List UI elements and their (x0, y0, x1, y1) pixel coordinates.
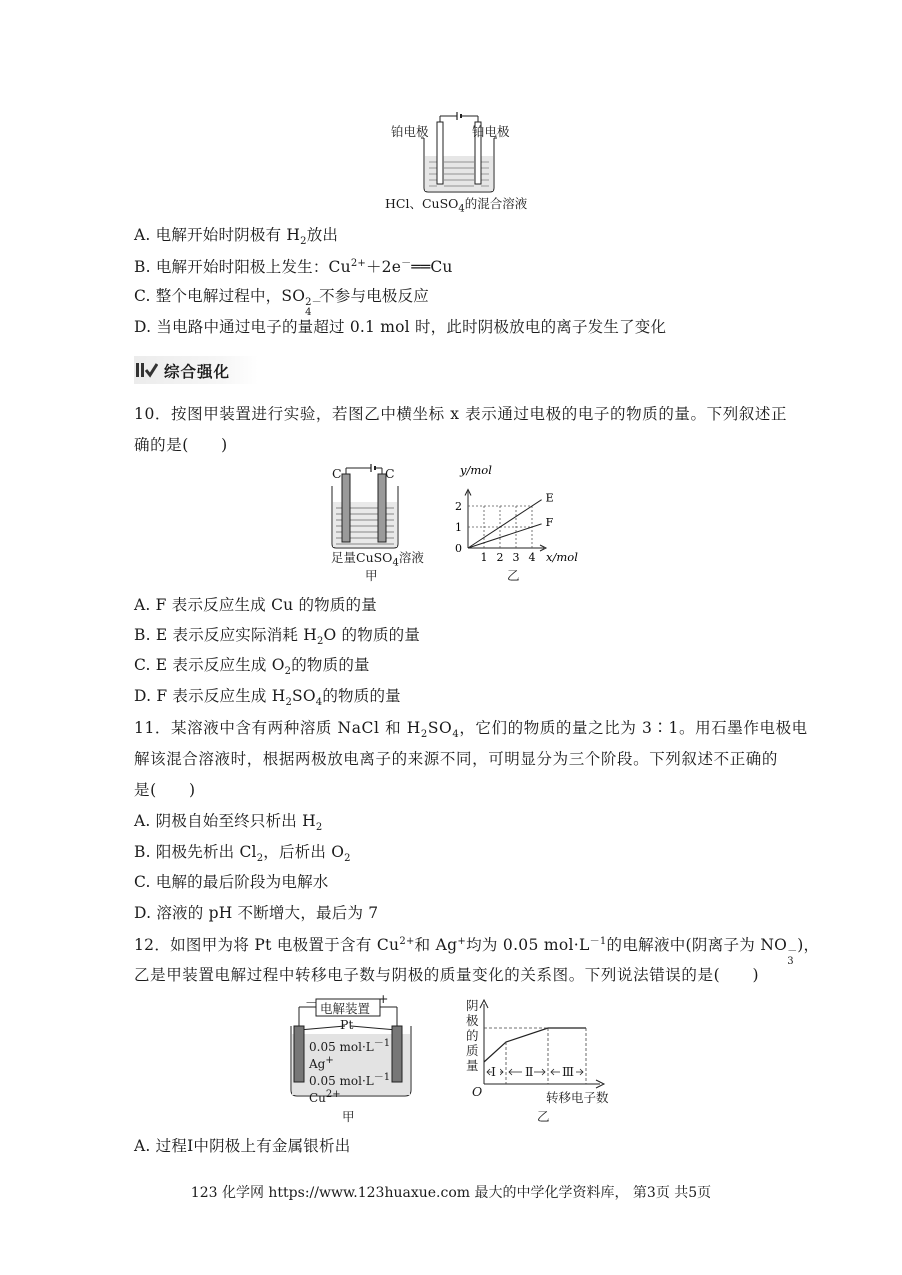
q12-stage-2: Ⅱ (525, 1064, 534, 1079)
q10-option-b: B. E 表示反应实际消耗 $H_2O$ 的物质的量 (134, 626, 421, 648)
q9-solution-label: HCl、CuSO$_4$的混合溶液 (385, 196, 528, 215)
q12-stem-line2: 乙是甲装置电解过程中转移电子数与阴极的质量变化的关系图。下列说法错误的是( ) (134, 966, 760, 984)
q12-pt-label: Pt (340, 1017, 354, 1032)
checklist-icon (136, 362, 158, 382)
series-label-E: E (545, 491, 554, 505)
x-tick-label: 2 (496, 551, 504, 564)
y-tick-label: 2 (455, 500, 462, 513)
y-tick-label: 1 (455, 521, 462, 534)
q12-jia-caption: 甲 (342, 1109, 355, 1124)
q10-stem-line2: 确的是( ) (134, 436, 228, 454)
x-axis-label: x/mol (546, 550, 578, 564)
y-axis-label: y/mol (460, 463, 492, 477)
q12-solution-labels: 0.05 $mol\cdot L^{-1}$ Ag+ 0.05 $mol\cdot L^{-1}$ $Cu^{2+}$ (309, 1038, 391, 1105)
q12-fig-yi (462, 996, 622, 1096)
x-tick-label: 1 (480, 551, 488, 564)
series-line-F (468, 524, 542, 548)
q9-right-electrode-label: 铂电极 (472, 124, 510, 139)
q12-xlabel: 转移电子数 (546, 1090, 609, 1105)
q10-option-c: C. E 表示反应生成 $O_2$的物质的量 (134, 656, 370, 678)
q12-stem-line1: 12．如图甲为将 Pt 电极置于含有 $Cu^{2+}$和 Ag+均为 0.05 $mol\cdot L^{-1}$的电解液中(阴离子为 NO － 3 )， (134, 936, 820, 968)
q11-stem-line2: 解该混合溶液时，根据两极放电离子的来源不同，可明显分为三个阶段。下列叙述不正确的 (134, 750, 779, 768)
q10-solution-label: 足量CuSO$_4$溶液 (331, 550, 424, 569)
q12-device-label: 电解装置 (320, 1001, 371, 1016)
q9-option-d: D. 当电路中通过电子的量超过 0.1 mol 时，此时阴极放电的离子发生了变化 (134, 318, 667, 336)
origin-label: 0 (455, 542, 462, 555)
q9-left-electrode-label: 铂电极 (391, 124, 429, 139)
q12-stage-1: Ⅰ (491, 1064, 496, 1079)
q10-right-electrode-label: C (385, 466, 395, 481)
q11-option-b: B. 阳极先析出 $Cl_2$，后析出 $O_2$ (134, 843, 351, 865)
q10-jia-caption: 甲 (365, 568, 378, 583)
q9-option-a: A. 电解开始时阴极有 $H_2$放出 (134, 226, 339, 248)
series-line-E (468, 500, 542, 548)
q12-option-a: A. 过程Ⅰ中阴极上有金属银析出 (134, 1137, 351, 1155)
q10-left-electrode-label: C (332, 466, 342, 481)
q12-ylabel: 阴 极 的 质 量 (466, 998, 479, 1073)
q9-option-b: B. 电解开始时阳极上发生：$Cu^{2+}+2e^-══Cu$ (134, 258, 453, 277)
q12-yi-caption: 乙 (537, 1109, 550, 1124)
q10-fig-yi (428, 462, 588, 572)
section-title: 综合强化 (164, 363, 231, 381)
q10-yi-caption: 乙 (507, 568, 520, 583)
series-label-F: F (545, 515, 554, 529)
q11-option-d: D. 溶液的 pH 不断增大，最后为 7 (134, 904, 379, 922)
q11-option-a: A. 阴极自始至终只析出 $H_2$ (134, 812, 323, 834)
q11-stem-line3: 是( ) (134, 781, 196, 799)
q12-origin-label: O (472, 1084, 483, 1099)
q10-option-d: D. F 表示反应生成 $H_2SO_4$的物质的量 (134, 687, 401, 709)
q11-stem-line1: 11．某溶液中含有两种溶质 NaCl 和 $H_2SO_4$，它们的物质的量之比为 3∶1。用石墨作电极电 (134, 719, 808, 741)
q11-option-c: C. 电解的最后阶段为电解水 (134, 873, 329, 891)
q12-mass-graph (462, 996, 622, 1096)
q9-option-c: C. 整个电解过程中，SO 2－ 4 不参与电极反应 (134, 287, 430, 318)
x-tick-label: 4 (528, 551, 536, 564)
q12-stage-3: Ⅲ (562, 1064, 575, 1079)
q12-plus-sign: + (378, 991, 389, 1006)
page-footer: 123 化学网 https://www.123huaxue.com 最大的中学化学资料库， 第3页 共5页 (190, 1185, 712, 1201)
q10-option-a: A. F 表示反应生成 Cu 的物质的量 (134, 596, 377, 614)
section-header (134, 356, 258, 384)
q10-stem-line1: 10．按图甲装置进行实验，若图乙中横坐标 x 表示通过电极的电子的物质的量。下列叙述正 (134, 405, 788, 423)
q10-line-chart (428, 462, 588, 572)
q12-minus-sign: － (305, 995, 318, 1010)
x-tick-label: 3 (512, 551, 520, 564)
